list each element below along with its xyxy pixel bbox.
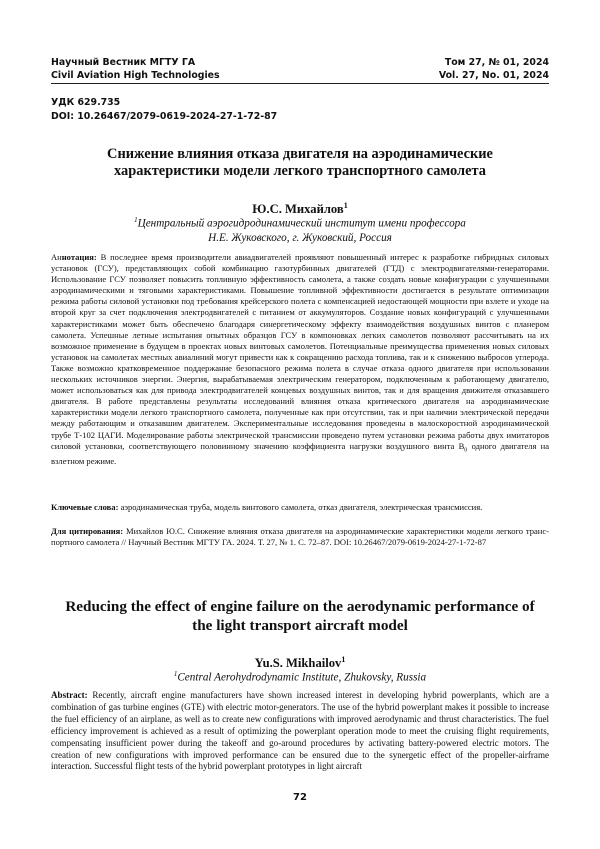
header-rule: [51, 83, 549, 84]
page-number: 72: [293, 792, 307, 803]
citation-ru-text: Михайлов Ю.С. Снижение влияния отказа двигателя на аэродинамические характеристики модели легкого транс-портного самолета // Научный Вестник МГТУ ГА. 2024. Т. 27, № 1. С. 72–87. DOI: 10.26467/2079-0619-2024-27-1-72-87: [51, 526, 549, 548]
abstract-ru-sub: 0: [464, 447, 468, 454]
author-ru-name: Ю.С. Михайлов: [252, 202, 344, 217]
journal-name-ru: Научный Вестник МГТУ ГА: [51, 57, 196, 68]
identifiers: [51, 96, 277, 124]
affil-en-sup: 1: [173, 670, 178, 678]
volume-ru: Том 27, № 01, 2024: [444, 57, 549, 68]
title-en: Reducing the effect of engine failure on the aerodynamic performance of the light transport aircraft model: [65, 598, 535, 634]
udk-code: УДК 629.735: [51, 97, 121, 108]
abstract-en-text: Recently, aircraft engine manufacturers have shown increased interest in developing hybrid powerplants, which are a combination of gas turbine engines (GTE) with electric motor-generators. The use of the hybrid powerplant makes it possible to increase the fuel efficiency of an airplane, as well as to create new configurations with improved aerodynamic and thrust characteristics. The fuel efficiency improvement is achieved as a result of optimizing the powerplant operation mode to meet the cruising flight requirements, compensating insufficient power during the takeoff and go-around procedures by activating battery-powered electric motors. The creation of new configurations with improved performance can be ensured due to the synergetic effect of the propeller-airframe interaction. Successful flight tests of the hybrid powerplant prototypes in light aircraft: [51, 690, 549, 772]
doi: DOI: 10.26467/2079-0619-2024-27-1-72-87: [51, 111, 278, 122]
author-en-name: Yu.S. Mikhailov: [254, 656, 342, 671]
journal-name-en: Civil Aviation High Technologies: [51, 70, 220, 81]
running-header: [51, 56, 549, 82]
keywords-ru-text: аэродинамическая труба, модель винтового самолета, отказ двигателя, электрическая трансмиссия.: [120, 502, 483, 512]
abstract-ru: [51, 252, 549, 467]
citation-ru: [51, 526, 549, 548]
title-ru: Снижение влияния отказа двигателя на аэродинамические характеристики модели легкого транспортного самолета: [107, 146, 493, 179]
keywords-ru-label: Ключевые слова:: [51, 502, 119, 512]
author-ru-sup: 1: [343, 201, 348, 210]
abstract-ru-text: В последнее время производители авиадвигателей проявляют повышенный интерес к разработке гибридных силовых установок (ГСУ), представляющих собой комбинацию газотурбинных двигателей (ГТД) с электродвигателями-генераторами. Использование ГСУ позволяет повысить топливную эффективность самолета, а также создать новые конфигурации с улучшенными аэродинамическими и тяговыми характеристиками. Повышение топливной эффективности достигается в результате оптимизации режима работы силовой установки под требования крейсерского полета с компенсацией недостающей мощности при взлете и уходе на второй круг за счет подключения электродвигателей с питанием от аккумуляторов. Создание новых конфигураций с улучшенными характеристиками может быть обеспечено благодаря синергетическому эффекту взаимодействия воздушных винтов с планером самолета. Успешные летные испытания опытных образцов ГСУ в компоновках легких самолетов позволяют рассчитывать на их возможное применение в будущем в проектах новых винтовых самолетов. Потенциальные преимущества применения новых силовых установок на самолетах местных авиалиний могут привести как к сокращению расхода топлива, так и к снижению выбросов углерода. Также возможно кратковременное поддержание безопасного режима полета в случае отказа одного двигателя при использовании нескольких источников энергии. Энергия, вырабатываемая электрическим генератором, подключенным к работающему двигателю, может использоваться как для привода электродвигателей концевых воздушных винтов, так и для вращения движителя отказавшего двигателя. В работе представлены результаты исследований влияния отказа критического двигателя на аэродинамические характеристики модели легкого транспортного самолета, полученные как при отсутствии, так и при наличии электрической передачи между работающим и отказавшим двигателем. Экспериментальные исследования проведены в малоскоростной аэродинамической трубе Т-102 ЦАГИ. Моделирование работы электрической трансмиссии проведено путем установки режима работы двух имитаторов силовой установки, соответствующего половинному значению коэффициента нагрузки воздушного винта B: [51, 252, 549, 451]
abstract-en: [51, 690, 549, 773]
abstract-en-label: Abstract:: [51, 690, 88, 700]
affiliation-en: [60, 667, 540, 685]
affil-ru-line1: Центральный аэрогидродинамический институт имени профессора: [137, 217, 466, 230]
volume-en: Vol. 27, No. 01, 2024: [438, 70, 549, 81]
author-en-sup: 1: [341, 655, 346, 664]
abstract-ru-label-prefix: Ан: [51, 252, 62, 262]
citation-ru-label: Для цитирования:: [51, 526, 124, 536]
abstract-ru-label: нотация:: [61, 252, 97, 262]
affil-ru-line2: Н.Е. Жуковского, г. Жуковский, Россия: [208, 231, 392, 244]
affil-ru-sup: 1: [134, 216, 138, 224]
keywords-ru: [51, 502, 549, 513]
affiliation-ru: [60, 213, 540, 245]
affil-en-text: Central Aerohydrodynamic Institute, Zhukovsky, Russia: [177, 671, 427, 684]
abstract-ru-end: одного двигателя на взлетном режиме.: [51, 440, 549, 467]
